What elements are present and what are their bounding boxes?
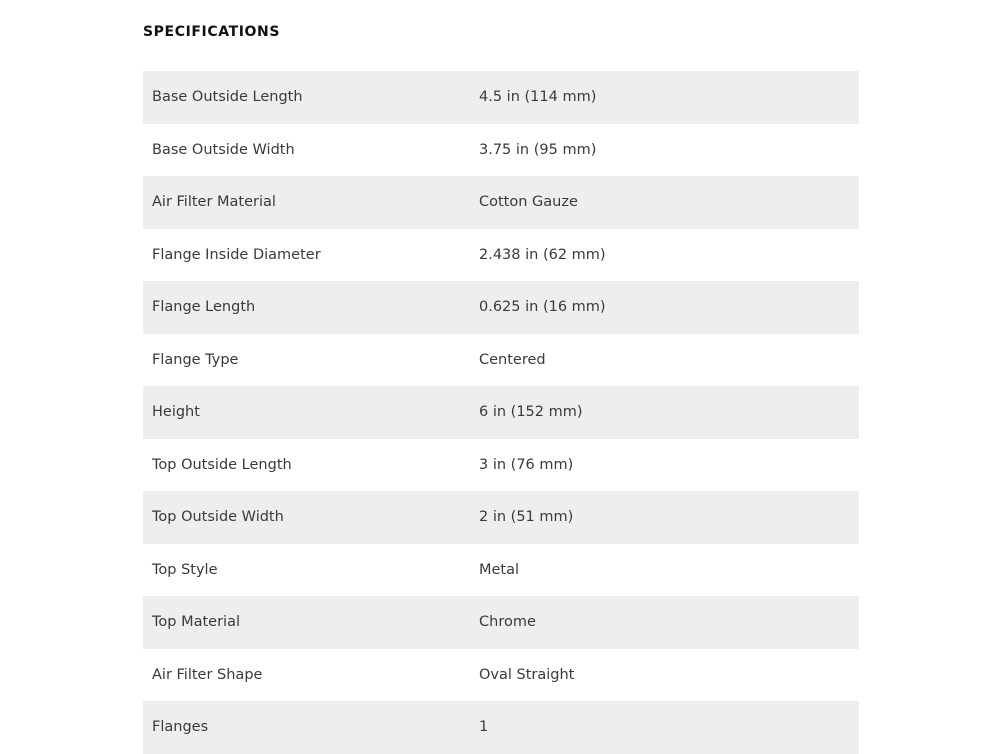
table-row [143, 386, 859, 439]
spec-value: 1 [479, 701, 859, 754]
spec-label: Flange Type [143, 334, 479, 387]
spec-value: 4.5 in (114 mm) [479, 71, 859, 124]
spec-label: Flange Inside Diameter [143, 229, 479, 282]
table-row [143, 649, 859, 702]
table-row [143, 281, 859, 334]
spec-label: Top Style [143, 544, 479, 597]
spec-value: Centered [479, 334, 859, 387]
table-row [143, 491, 859, 544]
spec-value: 2 in (51 mm) [479, 491, 859, 544]
spec-value: 2.438 in (62 mm) [479, 229, 859, 282]
spec-value: Metal [479, 544, 859, 597]
table-row [143, 544, 859, 597]
specifications-heading: SPECIFICATIONS [143, 24, 281, 40]
spec-label: Base Outside Width [143, 124, 479, 177]
specifications-table [143, 71, 859, 754]
table-row [143, 701, 859, 754]
spec-label: Top Outside Width [143, 491, 479, 544]
table-row [143, 439, 859, 492]
spec-label: Base Outside Length [143, 71, 479, 124]
spec-value: 6 in (152 mm) [479, 386, 859, 439]
spec-value: 3.75 in (95 mm) [479, 124, 859, 177]
spec-label: Top Outside Length [143, 439, 479, 492]
spec-label: Flanges [143, 701, 479, 754]
table-row [143, 229, 859, 282]
spec-label: Air Filter Shape [143, 649, 479, 702]
spec-value: 3 in (76 mm) [479, 439, 859, 492]
spec-value: Oval Straight [479, 649, 859, 702]
table-row [143, 596, 859, 649]
spec-label: Air Filter Material [143, 176, 479, 229]
spec-label: Height [143, 386, 479, 439]
table-row [143, 176, 859, 229]
table-row [143, 71, 859, 124]
spec-value: Chrome [479, 596, 859, 649]
spec-value: 0.625 in (16 mm) [479, 281, 859, 334]
spec-label: Top Material [143, 596, 479, 649]
table-row [143, 334, 859, 387]
spec-label: Flange Length [143, 281, 479, 334]
spec-value: Cotton Gauze [479, 176, 859, 229]
table-row [143, 124, 859, 177]
